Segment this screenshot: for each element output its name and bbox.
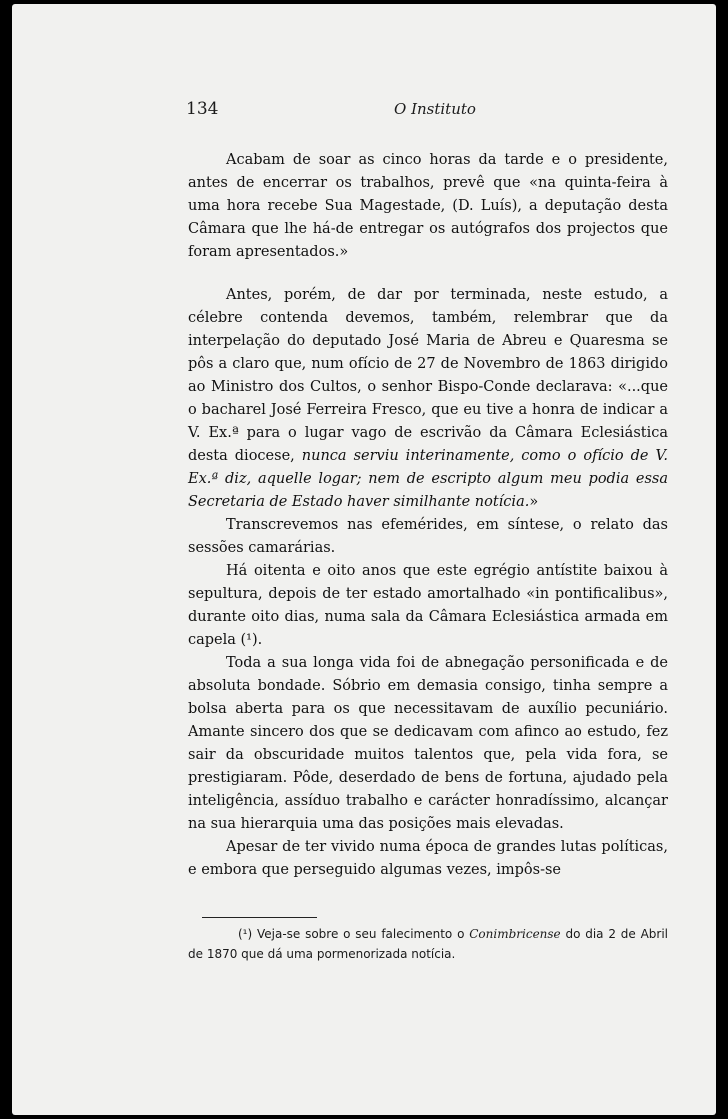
paragraph-2-quote-italic: nunca serviu interinamente, como o ofício de V. Ex.ª diz, aquelle logar; nem de escripto algum meu podia essa Secretaria de Estado haver similhante notícia. (188, 448, 669, 510)
paragraph-5: Toda a sua longa vida foi de abnegação personificada e de absoluta bondade. Sóbrio em demasia consigo, tinha sempre a bolsa aberta para os que necessitavam de auxílio pecuniário. Amante sincero dos que se dedicavam com afinco ao estudo, fez sair da obscuridade muitos talentos que, pela vida fora, se prestigiaram. Pôde, deserdado de bens de fortuna, ajudado pela inteligência, assíduo trabalho e carácter honradíssimo, alcançar na sua hierarquia uma das posições mais elevadas. (188, 655, 668, 832)
paragraph-6: Apesar de ter vivido numa época de grandes lutas políticas, e embora que perseguido algumas vezes, impôs-se (188, 839, 668, 878)
running-title: O Instituto (394, 100, 476, 118)
paragraph-1: Acabam de soar as cinco horas da tarde e o presidente, antes de encerrar os trabalhos, prevê que «na quinta-feira à uma hora recebe Sua Magestade, (D. Luís), a deputação desta Câmara que lhe há-de entregar os autógrafos dos projectos que foram apresentados.» (188, 152, 668, 260)
paragraph-3: Transcrevemos nas efemérides, em síntese, o relato das sessões camarárias. (188, 517, 668, 556)
paragraph-2-text: Antes, porém, de dar por terminada, neste estudo, a célebre contenda devemos, também, relembrar que da interpelação do deputado José Maria de Abreu e Quaresma se pôs a claro que, num ofício de 27 de Novembro de 1863 dirigido ao Ministro dos Cultos, o senhor Bispo-Conde declarava: «...que o bacharel José Ferreira Fresco, que eu tive a honra de indicar a V. Ex.ª para o lugar vago de escrivão da Câmara Eclesiástica desta diocese, (188, 287, 668, 464)
footnote-text-end: do dia 2 de Abril de 1870 que dá uma pormenorizada notícia. (188, 927, 668, 961)
footnote-newspaper-title: Conimbricense (469, 927, 561, 941)
book-page (12, 4, 716, 1115)
footnote-text-start: (¹) Veja-se sobre o seu falecimento o (238, 927, 465, 941)
paragraph-2-close-quote: » (529, 494, 539, 510)
footnote (188, 924, 668, 964)
page-number: 134 (186, 99, 219, 119)
paragraph-2 (188, 284, 668, 514)
footnote-rule (202, 917, 317, 918)
page-header (186, 99, 674, 123)
body-text (188, 149, 668, 882)
paragraph-4: Há oitenta e oito anos que este egrégio antístite baixou à sepultura, depois de ter estado amortalhado «in pontificalibus», durante oito dias, numa sala da Câmara Eclesiástica armada em capela (¹). (188, 563, 668, 648)
